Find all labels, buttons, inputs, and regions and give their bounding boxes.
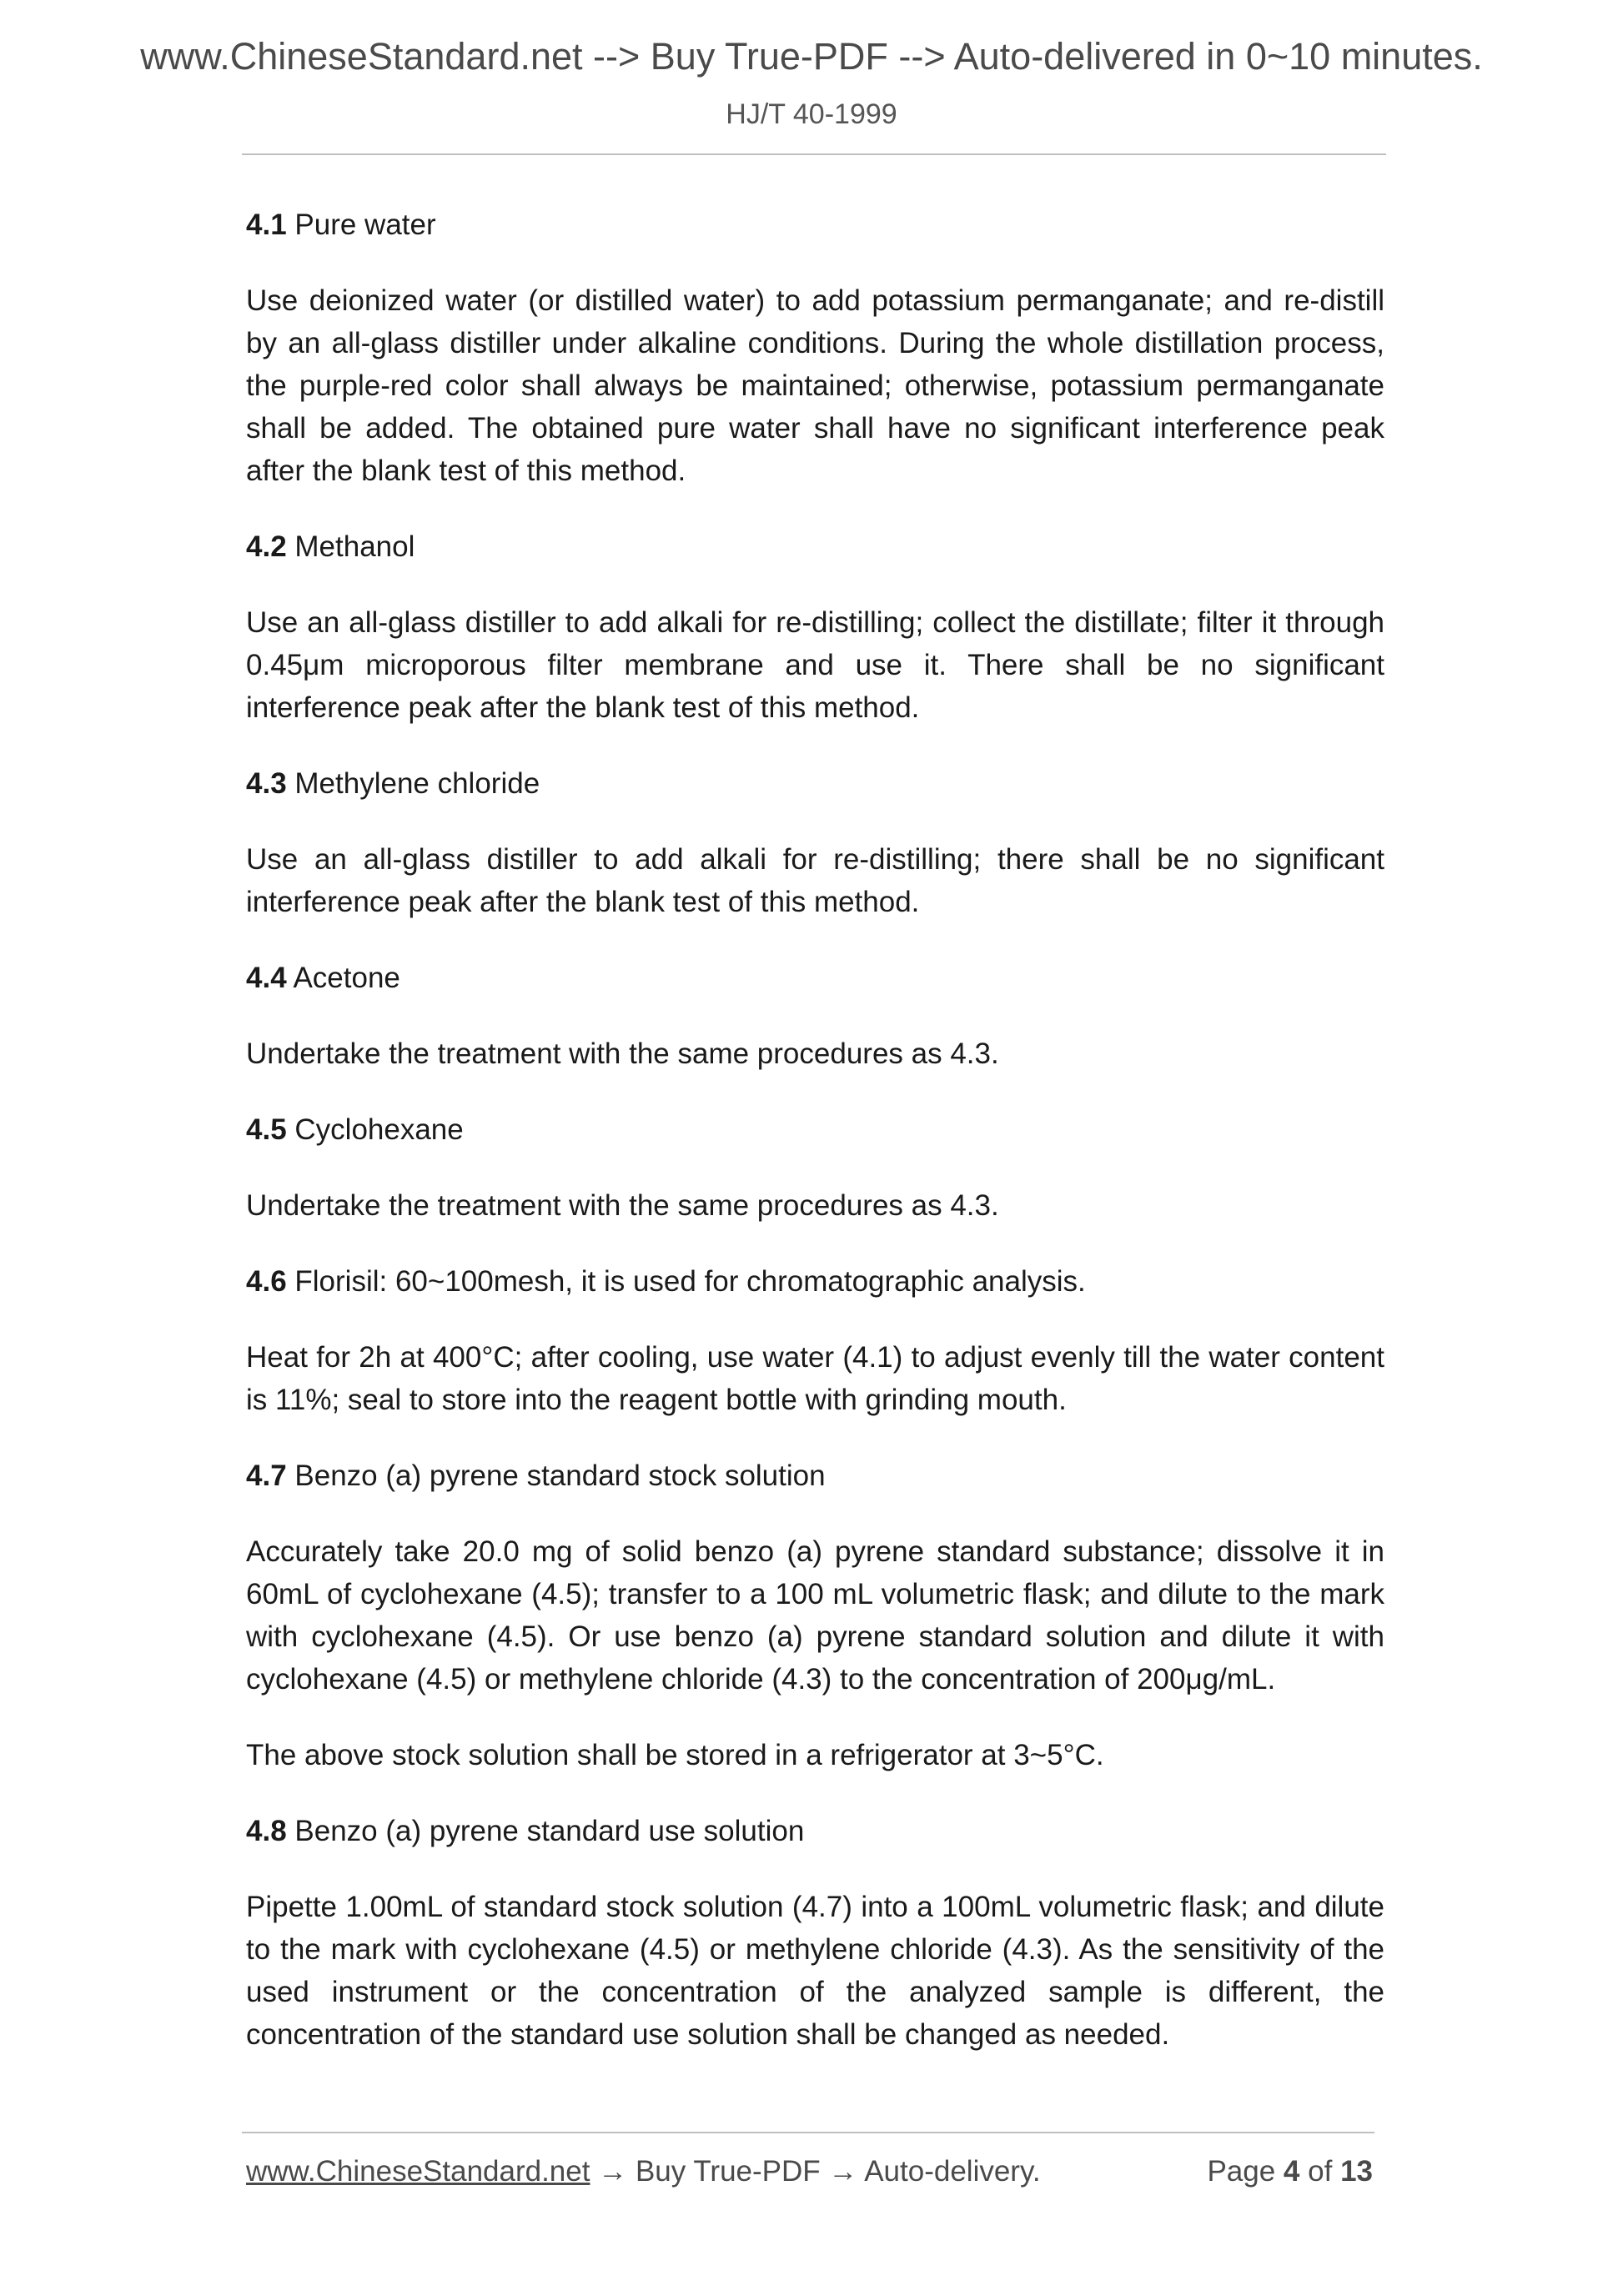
page-indicator (1207, 2155, 1373, 2188)
section-heading-4-4 (246, 957, 1384, 999)
section-number: 4.3 (246, 767, 287, 800)
section-heading-4-5 (246, 1108, 1384, 1151)
section-heading-4-3 (246, 762, 1384, 805)
document-body (246, 203, 1384, 2089)
section-title: Acetone (293, 962, 400, 994)
section-heading-4-8 (246, 1810, 1384, 1852)
section-title: Benzo (a) pyrene standard use solution (294, 1815, 805, 1847)
footer-divider (242, 2132, 1374, 2133)
section-title: Methanol (294, 530, 415, 563)
section-paragraph: Undertake the treatment with the same procedures as 4.3. (246, 1037, 999, 1070)
section-number: 4.7 (246, 1459, 287, 1492)
header-divider (242, 153, 1386, 155)
section-heading-4-1 (246, 203, 1384, 246)
buy-pdf-text: Buy True-PDF (635, 2155, 821, 2188)
auto-delivery-text: Auto-delivery. (864, 2155, 1041, 2188)
section-paragraph: Use an all-glass distiller to add alkali for re-distilling; there shall be no significant interference peak after the blank test of this method. (246, 843, 1384, 918)
section-heading-4-6 (246, 1260, 1384, 1303)
top-banner: www.ChineseStandard.net --> Buy True-PDF --> Auto-delivered in 0~10 minutes. (140, 35, 1483, 78)
page-total: 13 (1340, 2155, 1373, 2188)
section-paragraph: Heat for 2h at 400°C; after cooling, use water (4.1) to adjust evenly till the water content is 11%; seal to store into the reagent bottle with grinding mouth. (246, 1341, 1384, 1416)
section-number: 4.4 (246, 962, 287, 994)
document-code: HJ/T 40-1999 (726, 98, 897, 130)
section-heading-4-7 (246, 1454, 1384, 1497)
section-title: Methylene chloride (294, 767, 540, 800)
section-title: Benzo (a) pyrene standard stock solution (294, 1459, 826, 1492)
section-title: Pure water (294, 208, 436, 241)
section-paragraph: Use deionized water (or distilled water) to add potassium permanganate; and re-distill by an all-glass distiller under alkaline conditions. During the whole distillation process, the purple-red color shall always be maintained; otherwise, potassium permanganate shall be added. The obtained pure water shall have no significant interference peak after the blank test of this method. (246, 284, 1384, 487)
section-number: 4.5 (246, 1113, 287, 1146)
section-title: Florisil: 60~100mesh, it is used for chromatographic analysis. (294, 1265, 1086, 1298)
section-heading-4-2 (246, 525, 1384, 568)
section-paragraph: Use an all-glass distiller to add alkali for re-distilling; collect the distillate; filter it through 0.45μm microporous filter membrane and use it. There shall be no significant interference peak after the blank test of this method. (246, 606, 1384, 724)
section-number: 4.6 (246, 1265, 287, 1298)
arrow-icon: → (598, 2155, 628, 2188)
page-number: 4 (1283, 2155, 1300, 2188)
section-title: Cyclohexane (294, 1113, 464, 1146)
arrow-icon: → (828, 2155, 858, 2188)
section-paragraph: Pipette 1.00mL of standard stock solution (4.7) into a 100mL volumetric flask; and dilute to the mark with cyclohexane (4.5) or methylene chloride (4.3). As the sensitivity of the used instrument or the concentration of the analyzed sample is different, the concentration of the standard use solution shall be changed as needed. (246, 1891, 1384, 2051)
section-number: 4.2 (246, 530, 287, 563)
section-paragraph: Undertake the treatment with the same procedures as 4.3. (246, 1189, 999, 1222)
website-link[interactable]: www.ChineseStandard.net (246, 2155, 590, 2188)
section-number: 4.1 (246, 208, 287, 241)
section-number: 4.8 (246, 1815, 287, 1847)
footer-links (246, 2155, 1041, 2188)
section-paragraph: Accurately take 20.0 mg of solid benzo (a) pyrene standard substance; dissolve it in 60mL of cyclohexane (4.5); transfer to a 100 mL volumetric flask; and dilute to the mark with cyclohexane (4.5). Or use benzo (a) pyrene standard solution and dilute it with cyclohexane (4.5) or methylene chloride (4.3) to the concentration of 200μg/mL. (246, 1535, 1384, 1696)
of-label: of (1308, 2155, 1333, 2188)
section-paragraph: The above stock solution shall be stored in a refrigerator at 3~5°C. (246, 1739, 1104, 1771)
page-label: Page (1207, 2155, 1276, 2188)
